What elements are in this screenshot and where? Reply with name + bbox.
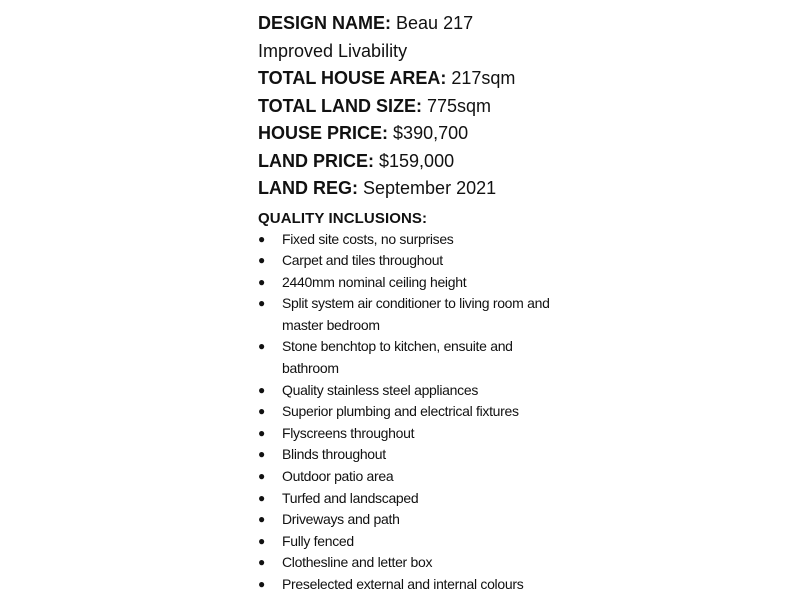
list-item-text: Clothesline and letter box bbox=[282, 554, 433, 571]
inclusions-list bbox=[258, 229, 778, 596]
design-name-row bbox=[258, 10, 778, 38]
bullet-icon: ● bbox=[258, 382, 265, 397]
land-price-label: LAND PRICE: bbox=[258, 150, 374, 171]
property-listing bbox=[258, 10, 778, 596]
bullet-icon: ● bbox=[258, 253, 265, 268]
house-price-row bbox=[258, 120, 778, 148]
bullet-icon: ● bbox=[258, 404, 265, 419]
list-item-text: Flyscreens throughout bbox=[282, 424, 415, 441]
list-item bbox=[258, 380, 778, 402]
bullet-icon: ● bbox=[258, 577, 265, 591]
list-item-text: 2440mm nominal ceiling height bbox=[282, 273, 467, 290]
list-item-text: Split system air conditioner to living room and master bedroom bbox=[282, 295, 550, 333]
bullet-icon: ● bbox=[258, 533, 265, 548]
land-size-label: TOTAL LAND SIZE: bbox=[258, 95, 422, 116]
list-item-text: Blinds throughout bbox=[282, 446, 386, 463]
bullet-icon: ● bbox=[258, 231, 265, 246]
list-item bbox=[258, 250, 778, 272]
land-reg-row bbox=[258, 175, 778, 203]
list-item-text: Fixed site costs, no surprises bbox=[282, 230, 454, 247]
house-price-label: HOUSE PRICE: bbox=[258, 123, 389, 143]
list-item bbox=[258, 488, 778, 510]
list-item bbox=[258, 423, 778, 445]
house-area-row bbox=[258, 65, 778, 93]
bullet-icon: ● bbox=[258, 296, 265, 311]
list-item bbox=[258, 272, 778, 294]
land-size-value: 775sqm bbox=[427, 95, 492, 116]
list-item bbox=[258, 466, 778, 488]
land-price-value: $159,000 bbox=[379, 150, 455, 171]
bullet-icon: ● bbox=[258, 425, 265, 440]
list-item-text: Turfed and landscaped bbox=[282, 489, 419, 506]
list-item bbox=[258, 552, 778, 574]
list-item-text: Driveways and path bbox=[282, 511, 400, 528]
bullet-icon: ● bbox=[258, 274, 265, 289]
list-item-text: Fully fenced bbox=[282, 532, 354, 549]
land-reg-value: September 2021 bbox=[363, 178, 497, 198]
house-price-value: $390,700 bbox=[393, 123, 469, 143]
land-price-row bbox=[258, 148, 778, 176]
list-item bbox=[258, 293, 778, 336]
list-item bbox=[258, 444, 778, 466]
land-size-row bbox=[258, 93, 778, 121]
bullet-icon: ● bbox=[258, 339, 265, 354]
list-item-text: Carpet and tiles throughout bbox=[282, 252, 443, 269]
list-item-text: Superior plumbing and electrical fixtures bbox=[282, 403, 519, 420]
bullet-icon: ● bbox=[258, 512, 265, 527]
list-item bbox=[258, 574, 778, 596]
list-item bbox=[258, 531, 778, 553]
list-item-text: Outdoor patio area bbox=[282, 468, 394, 485]
bullet-icon: ● bbox=[258, 490, 265, 505]
list-item bbox=[258, 229, 778, 251]
list-item bbox=[258, 401, 778, 423]
list-item bbox=[258, 509, 778, 531]
bullet-icon: ● bbox=[258, 447, 265, 462]
design-name-label: DESIGN NAME: bbox=[258, 13, 392, 33]
bullet-icon: ● bbox=[258, 555, 265, 570]
list-item-text: Quality stainless steel appliances bbox=[282, 381, 479, 398]
subtitle: Improved Livability bbox=[258, 40, 408, 61]
house-area-value: 217sqm bbox=[451, 68, 516, 88]
land-reg-label: LAND REG: bbox=[258, 178, 358, 198]
list-item bbox=[258, 336, 778, 379]
list-item-text: Preselected external and internal colours bbox=[282, 576, 524, 592]
bullet-icon: ● bbox=[258, 469, 265, 484]
design-name-value: Beau 217 bbox=[396, 13, 474, 33]
inclusions-title: QUALITY INCLUSIONS: bbox=[258, 209, 428, 227]
house-area-label: TOTAL HOUSE AREA: bbox=[258, 68, 447, 88]
list-item-text: Stone benchtop to kitchen, ensuite and bathroom bbox=[282, 338, 513, 377]
